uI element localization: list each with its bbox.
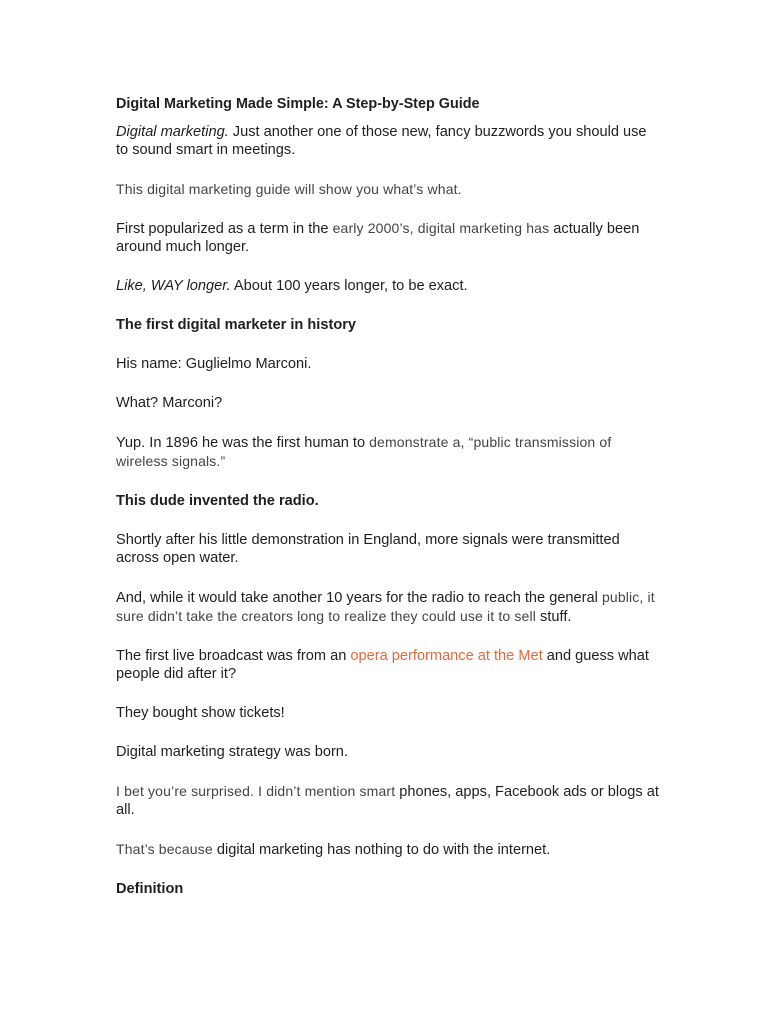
opera-link[interactable]: opera performance at the Met <box>350 648 543 664</box>
heading-definition: Definition <box>116 881 184 897</box>
paragraph-internet: That’s because digital marketing has nothing to do with the internet. <box>116 841 551 858</box>
paragraph-1896: Yup. In 1896 he was the first human to demonstrate a, “public transmission of wireless signals.” <box>116 434 612 469</box>
paragraph-name: His name: Guglielmo Marconi. <box>116 356 312 372</box>
way-longer-emphasis: Like, WAY longer. <box>116 278 231 294</box>
paragraph-guide: This digital marketing guide will show you what’s what. <box>116 181 462 197</box>
document-title: Digital Marketing Made Simple: A Step-by-Step Guide <box>116 96 480 112</box>
article-body <box>116 95 661 919</box>
paragraph-shortly: Shortly after his little demonstration in England, more signals were transmitted across open water. <box>116 532 620 566</box>
paragraph-intro: Digital marketing. Just another one of those new, fancy buzzwords you should use to sound smart in meetings. <box>116 124 647 158</box>
intro-emphasis: Digital marketing. <box>116 124 229 140</box>
paragraph-surprised: I bet you’re surprised. I didn’t mention smart phones, apps, Facebook ads or blogs at all. <box>116 783 659 818</box>
heading-first-marketer: The first digital marketer in history <box>116 317 357 333</box>
paragraph-general-public: And, while it would take another 10 years for the radio to reach the general public, it sure didn’t take the creators long to realize they could use it to sell stuff. <box>116 589 655 625</box>
paragraph-way-longer: Like, WAY longer. About 100 years longer, to be exact. <box>116 278 468 294</box>
paragraph-born: Digital marketing strategy was born. <box>116 744 348 760</box>
heading-radio: This dude invented the radio. <box>116 493 319 509</box>
paragraph-broadcast: The first live broadcast was from an opera performance at the Met and guess what people did after it? <box>116 648 649 682</box>
paragraph-what: What? Marconi? <box>116 395 223 411</box>
paragraph-tickets: They bought show tickets! <box>116 705 285 721</box>
paragraph-popularized: First popularized as a term in the early 2000’s, digital marketing has actually been around much longer. <box>116 220 640 255</box>
